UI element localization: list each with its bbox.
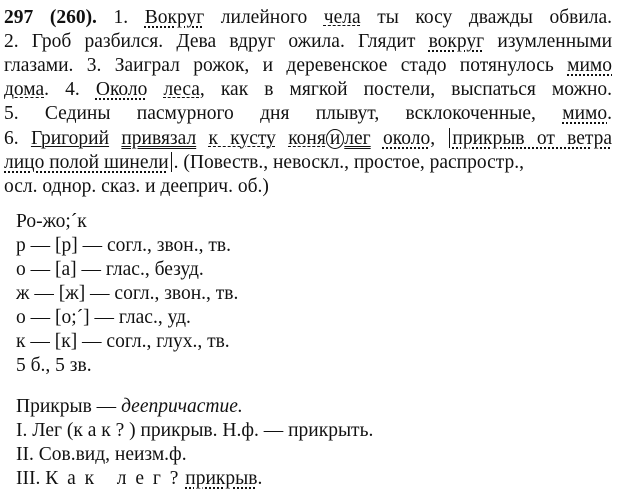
sentence-text: 2. Гроб разбился. Дева вдруг ожила. Глядит [4,31,416,52]
object-doma: дома [4,79,45,100]
sentence-characteristic: осл. однор. сказ. и дееприч. об.) [4,176,269,197]
adverbial-mimo: мимо [567,55,613,76]
sentence-number: 6. [4,128,19,149]
phonetic-row: ж — [ж] — согл., звон., тв. [16,283,239,304]
sentence-text: 5. Седины пасмурного дня плывут, всклокоченные, [4,103,536,124]
morph-title [16,395,243,419]
participle-phrase-end-bar [171,152,172,172]
adverbial-mimo-2: мимо [562,103,608,124]
object-k-kustu: к кусту [208,128,276,149]
text-line-8 [4,175,269,199]
object-konya: коня [288,128,326,149]
sentence-characteristic: . (Повеств., невоскл., простое, распростр., [173,152,524,173]
adverbial-okolo: Около [95,79,148,100]
participle-phrase: прикрыв от ветра [452,128,613,149]
morph-word: Прикрыв — [16,396,117,417]
exercise-number: 297 (260). [4,7,97,28]
object-chela: чела [323,7,361,28]
morph-point-3-num: III. [16,468,41,489]
morph-point-3 [16,467,262,491]
sentence-text: глазами. 3. Заиграл рожок, и деревенское стадо потянулось [4,55,554,76]
morph-role-underlined: прикрыв [185,468,258,489]
phonetic-row: о — [а] — глас., безуд. [16,259,204,280]
circled-conjunction: и [326,129,344,149]
predicate-leg: лег [344,128,371,149]
sentence-text: , как в мягкой постели, выспаться можно. [199,79,613,100]
text-line-2 [4,30,612,54]
adverbial-vokrug: Вокруг [144,7,205,28]
sentence-number: 1. [113,7,129,28]
phonetic-row: р — [р] — согл., звон., тв. [16,235,231,256]
sentence-text: ты косу дважды обвила. [377,7,613,28]
text-line-3 [4,54,612,78]
text-line-6 [4,127,612,151]
punctuation: . [257,468,263,489]
adverbial-okolo-2: около [382,128,431,149]
object-lesa: леса [163,79,200,100]
morph-part-of-speech: деепричастие. [121,396,243,417]
text-line-5 [4,102,612,126]
phonetic-word: Ро-жо;ˊк [16,211,87,232]
text-line-4 [4,78,612,102]
sentence-text: изумленными [497,31,613,52]
morph-point-1: I. Лег (к а к ? ) прикрыв. Н.ф. — прикрыть. [16,420,374,441]
punctuation: , [430,128,436,149]
phonetic-row: о — [о;ˊ] — глас., уд. [16,307,191,328]
morph-question: К а к л е г ? [45,468,181,489]
adverbial-vokrug-2: вокруг [428,31,485,52]
phonetic-summary: 5 б., 5 зв. [16,355,92,376]
punctuation: . [607,103,612,124]
predicate-privyazal: привязал [121,128,197,149]
participle-phrase-start-bar [449,128,450,148]
sentence-number: . 4. [44,79,80,100]
subject-grigoriy: Григорий [30,128,110,149]
participle-phrase-cont: лицо полой шинели [4,152,169,173]
word: лилейного [220,7,308,28]
phonetic-row: к — [к] — согл., глух., тв. [16,331,230,352]
text-line-7 [4,151,524,175]
morph-point-2: II. Сов.вид, неизм.ф. [16,444,187,465]
text-line-1 [4,6,612,30]
